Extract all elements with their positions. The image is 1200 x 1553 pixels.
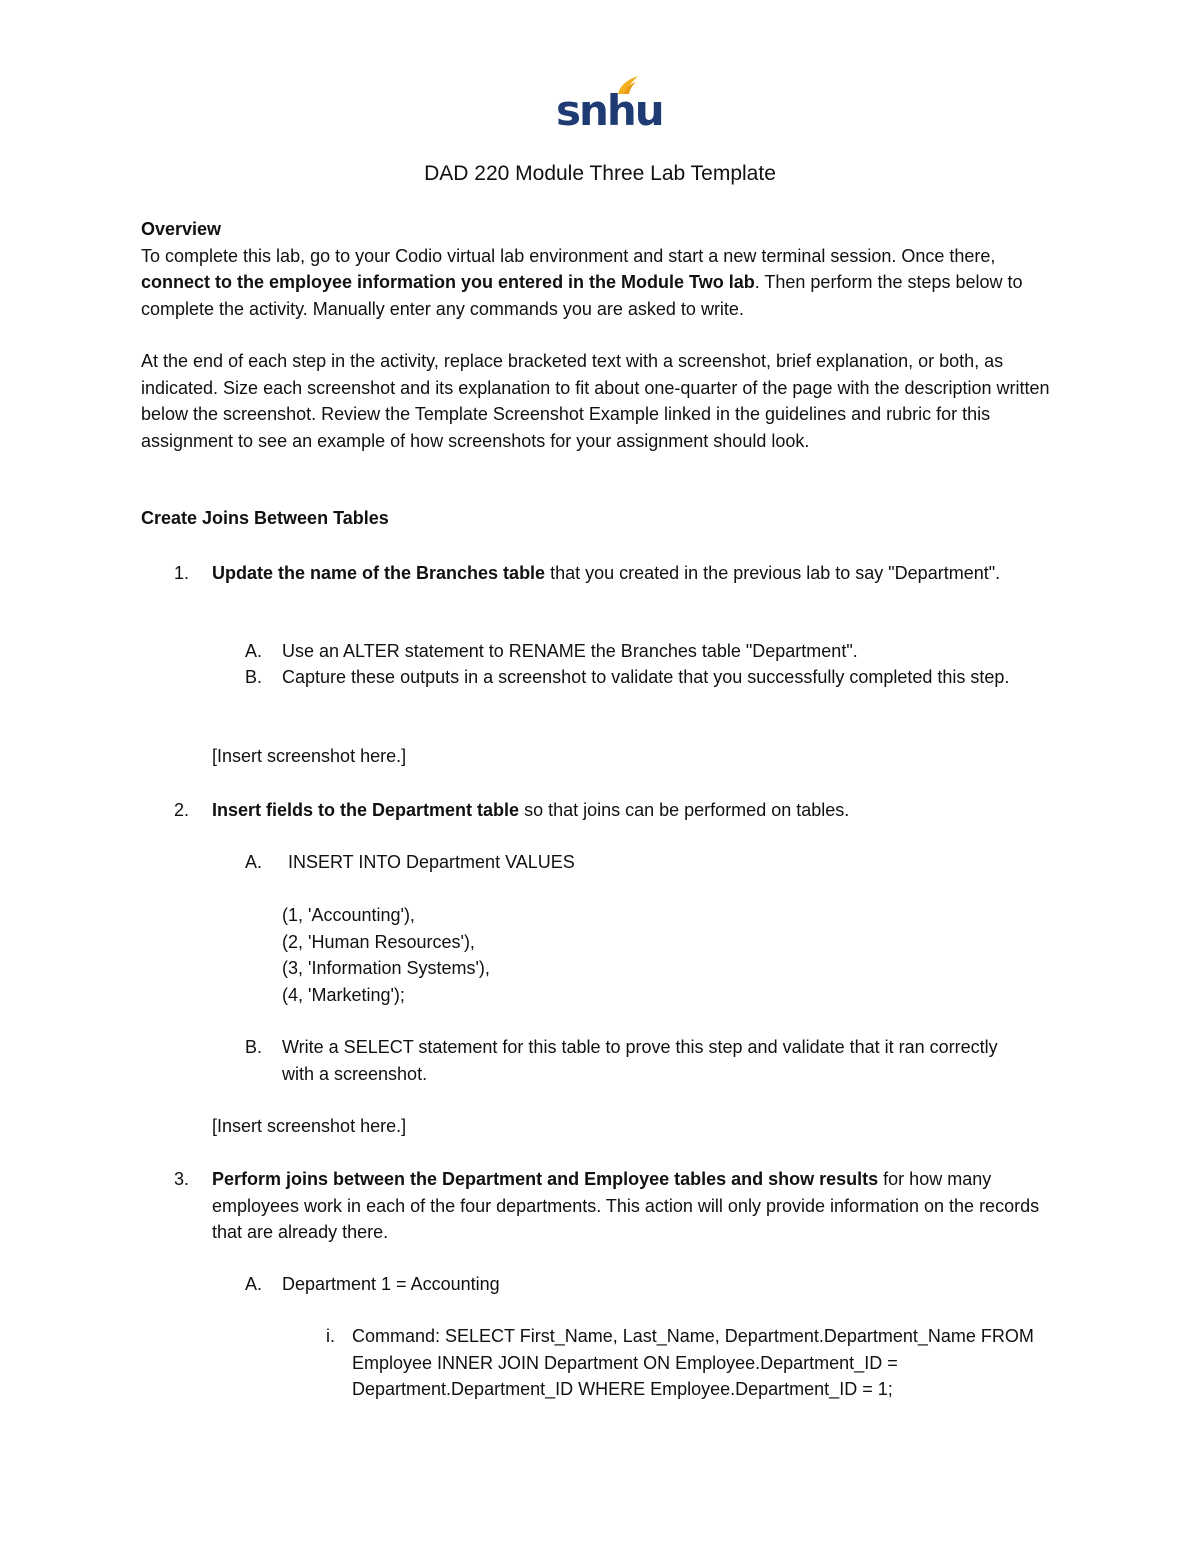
logo-wordmark: snhu (556, 86, 663, 135)
step-2-a-label: A. (245, 852, 263, 872)
step-3-i-label: i. (326, 1326, 335, 1346)
step-2-a-text: INSERT INTO Department VALUES (288, 852, 575, 872)
overview-paragraph-2: At the end of each step in the activity, replace bracketed text with a screenshot, brief explanation, or both, as indicated. Size each screenshot and its explanation to fit about one-quarter of the page with the description written below the screenshot. Review the Template Screenshot Example linked in the guidelines and rubric for this assignment to see an example of how screenshots for your assignment should look. (141, 351, 1050, 451)
overview-emphasis: connect to the employee information you entered in the Module Two lab (141, 272, 755, 292)
step-1-b-label: B. (245, 667, 263, 687)
step-1-text: Update the name of the Branches table that you created in the previous lab to say "Department". (212, 563, 1001, 583)
snhu-logo (556, 74, 663, 135)
step-1-screenshot-placeholder: [Insert screenshot here.] (212, 746, 407, 766)
step-1-a-label: A. (245, 641, 263, 661)
step-2-b-text: Write a SELECT statement for this table to prove this step and validate that it ran correctly with a screenshot. (282, 1037, 998, 1084)
value-line: (3, 'Information Systems'), (282, 958, 490, 978)
step-3-text: Perform joins between the Department and Employee tables and show results for how many employees work in each of the four departments. This action will only provide information on the records that are already there. (212, 1169, 1040, 1242)
section-heading: Create Joins Between Tables (141, 508, 389, 528)
step-1-number: 1. (174, 563, 190, 583)
document-title: DAD 220 Module Three Lab Template (424, 162, 776, 185)
overview-section (141, 216, 1061, 454)
step-1-b-text: Capture these outputs in a screenshot to validate that you successfully completed this step. (282, 667, 1010, 687)
step-3-number: 3. (174, 1169, 190, 1189)
step-3-command: Command: SELECT First_Name, Last_Name, Department.Department_Name FROM Employee INNER JOIN Department ON Employee.Department_ID = Department.Department_ID WHERE Employee.Department_ID = 1; (352, 1326, 1034, 1399)
overview-heading: Overview (141, 219, 222, 239)
value-line: (4, 'Marketing'); (282, 984, 405, 1005)
step-2-screenshot-placeholder: [Insert screenshot here.] (212, 1116, 407, 1136)
step-2-number: 2. (174, 800, 190, 820)
overview-paragraph-1: To complete this lab, go to your Codio virtual lab environment and start a new terminal session. Once there, connect to the employee information you entered in the Module Two lab. Then perform the steps below to complete the activity. Manually enter any commands you are asked to write. (141, 245, 1023, 319)
step-3-a-text: Department 1 = Accounting (282, 1274, 500, 1294)
step-1-a-text: Use an ALTER statement to RENAME the Branches table "Department". (282, 641, 858, 661)
step-2-b-label: B. (245, 1037, 263, 1057)
step-2-values (282, 902, 490, 1008)
value-line: (1, 'Accounting'), (282, 905, 415, 925)
step-2-text: Insert fields to the Department table so that joins can be performed on tables. (212, 800, 850, 820)
value-line: (2, 'Human Resources'), (282, 931, 475, 952)
step-3-a-label: A. (245, 1274, 263, 1294)
